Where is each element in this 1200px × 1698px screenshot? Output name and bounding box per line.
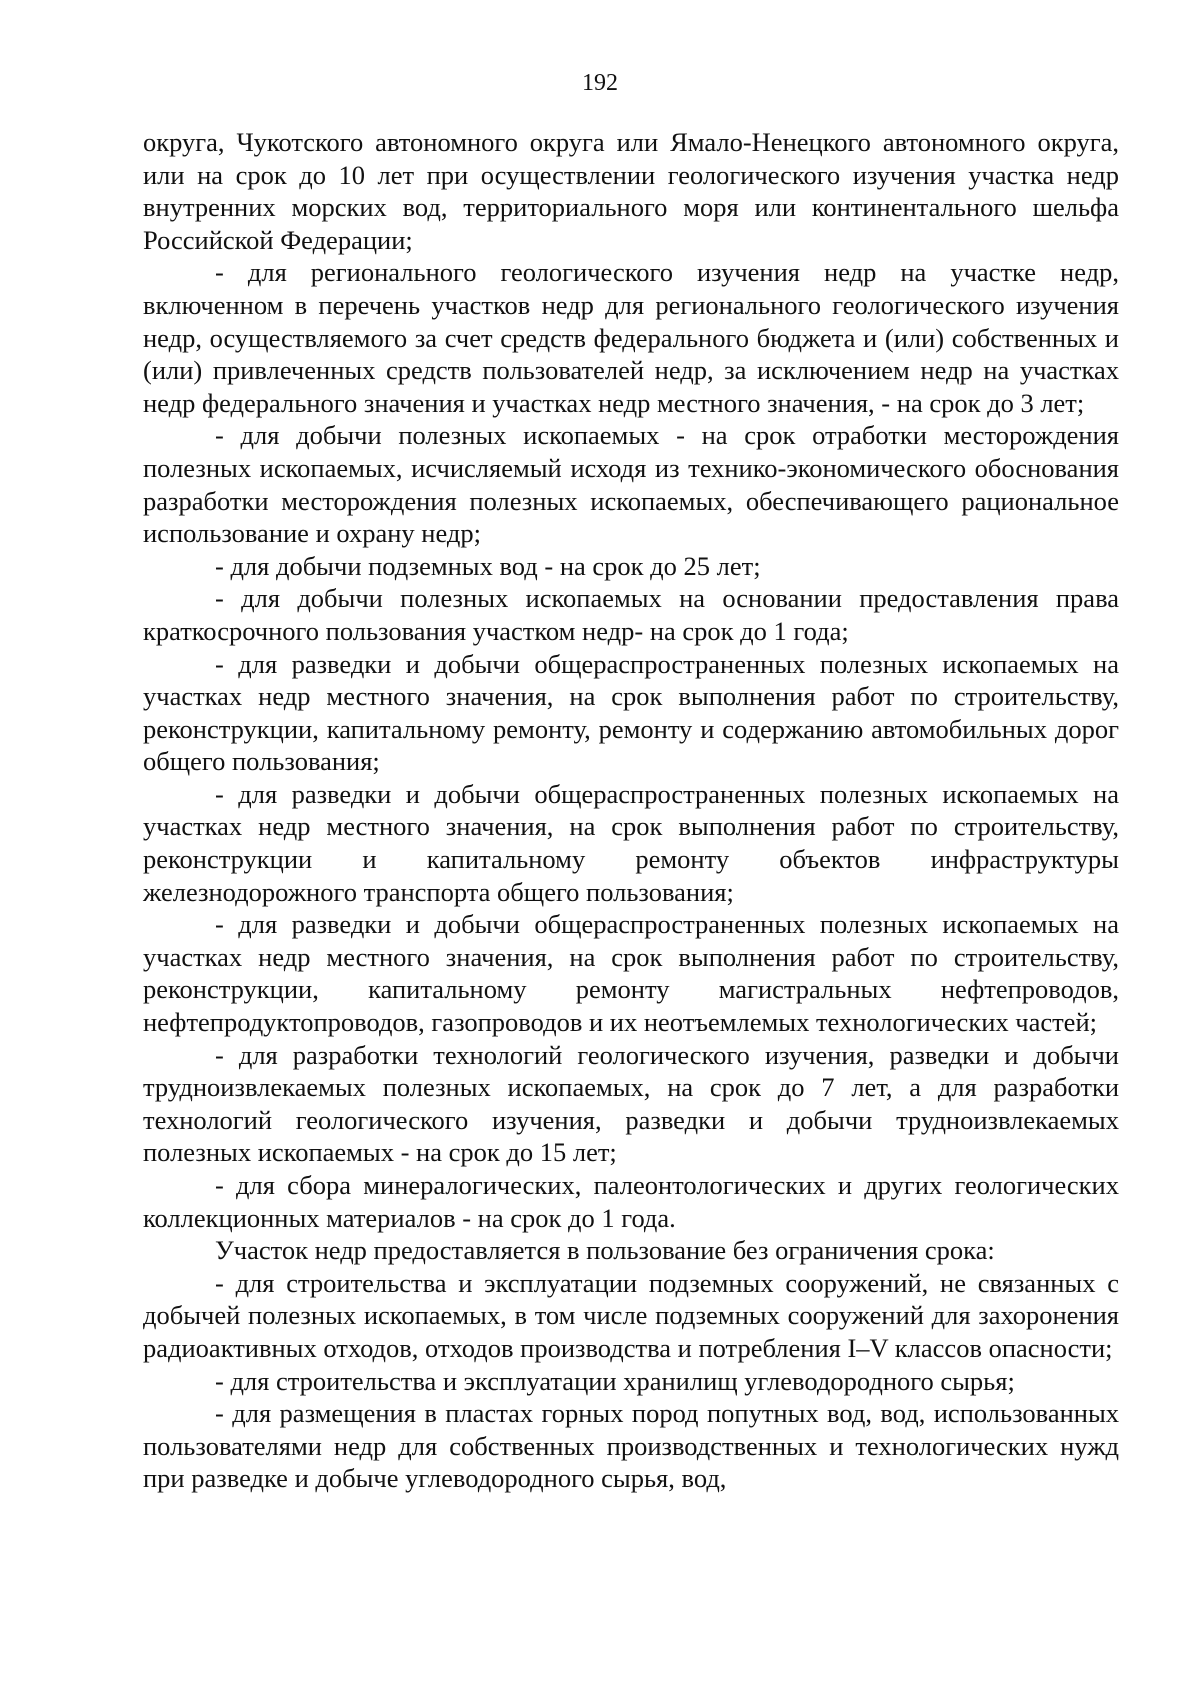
paragraph: - для добычи полезных ископаемых - на срок отработки месторождения полезных ископаемых, исчисляемый исходя из технико-экономического обоснования разработки месторождения полезных ископаемых, обеспечивающего рациональное использование и охрану недр; [143, 420, 1119, 549]
paragraph: - для размещения в пластах горных пород попутных вод, вод, использованных пользователями недр для собственных производственных и технологических нужд при разведке и добыче углеводородного сырья, вод, [143, 1398, 1119, 1494]
paragraph: - для сбора минералогических, палеонтологических и других геологических коллекционных материалов - на срок до 1 года. [143, 1170, 1119, 1233]
paragraph: Участок недр предоставляется в пользование без ограничения срока: [215, 1235, 995, 1266]
paragraph: - для регионального геологического изучения недр на участке недр, включенном в перечень участков недр для регионального геологического изучения недр, осуществляемого за счет средств федерального бюджета и (или) собственных и (или) привлеченных средств пользователей недр, за исключением недр на участках недр федерального значения и участках недр местного значения, - на срок до 3 лет; [143, 257, 1119, 418]
paragraph: - для добычи подземных вод - на срок до 25 лет; [215, 550, 761, 581]
paragraph: - для разведки и добычи общераспространенных полезных ископаемых на участках недр местного значения, на срок выполнения работ по строительству, реконструкции и капитальному ремонту объектов инфраструктуры железнодорожного транспорта общего пользования; [143, 778, 1119, 907]
paragraph: - для разработки технологий геологического изучения, разведки и добычи трудноизвлекаемых полезных ископаемых, на срок до 7 лет, а для разработки технологий геологического изучения, разведки и добычи трудноизвлекаемых полезных ископаемых - на срок до 15 лет; [143, 1039, 1119, 1168]
page-number: 192 [582, 70, 618, 96]
paragraph: - для строительства и эксплуатации подземных сооружений, не связанных с добычей полезных ископаемых, в том числе подземных сооружений для захоронения радиоактивных отходов, отходов производства и потребления I–V классов опасности; [143, 1267, 1119, 1363]
paragraph: - для разведки и добычи общераспространенных полезных ископаемых на участках недр местного значения, на срок выполнения работ по строительству, реконструкции, капитальному ремонту магистральных нефтепроводов, нефтепродуктопроводов, газопроводов и их неотъемлемых технологических частей; [143, 909, 1119, 1038]
paragraph: округа, Чукотского автономного округа или Ямало-Ненецкого автономного округа, или на срок до 10 лет при осуществлении геологического изучения участка недр внутренних морских вод, территориального моря или континентального шельфа Российской Федерации; [143, 127, 1119, 255]
paragraph: - для добычи полезных ископаемых на основании предоставления права краткосрочного пользования участком недр- на срок до 1 года; [143, 583, 1119, 646]
paragraph: - для разведки и добычи общераспространенных полезных ископаемых на участках недр местного значения, на срок выполнения работ по строительству, реконструкции, капитальному ремонту, ремонту и содержанию автомобильных дорог общего пользования; [143, 648, 1119, 777]
document-body [143, 126, 1119, 1495]
paragraph: - для строительства и эксплуатации хранилищ углеводородного сырья; [215, 1365, 1015, 1396]
